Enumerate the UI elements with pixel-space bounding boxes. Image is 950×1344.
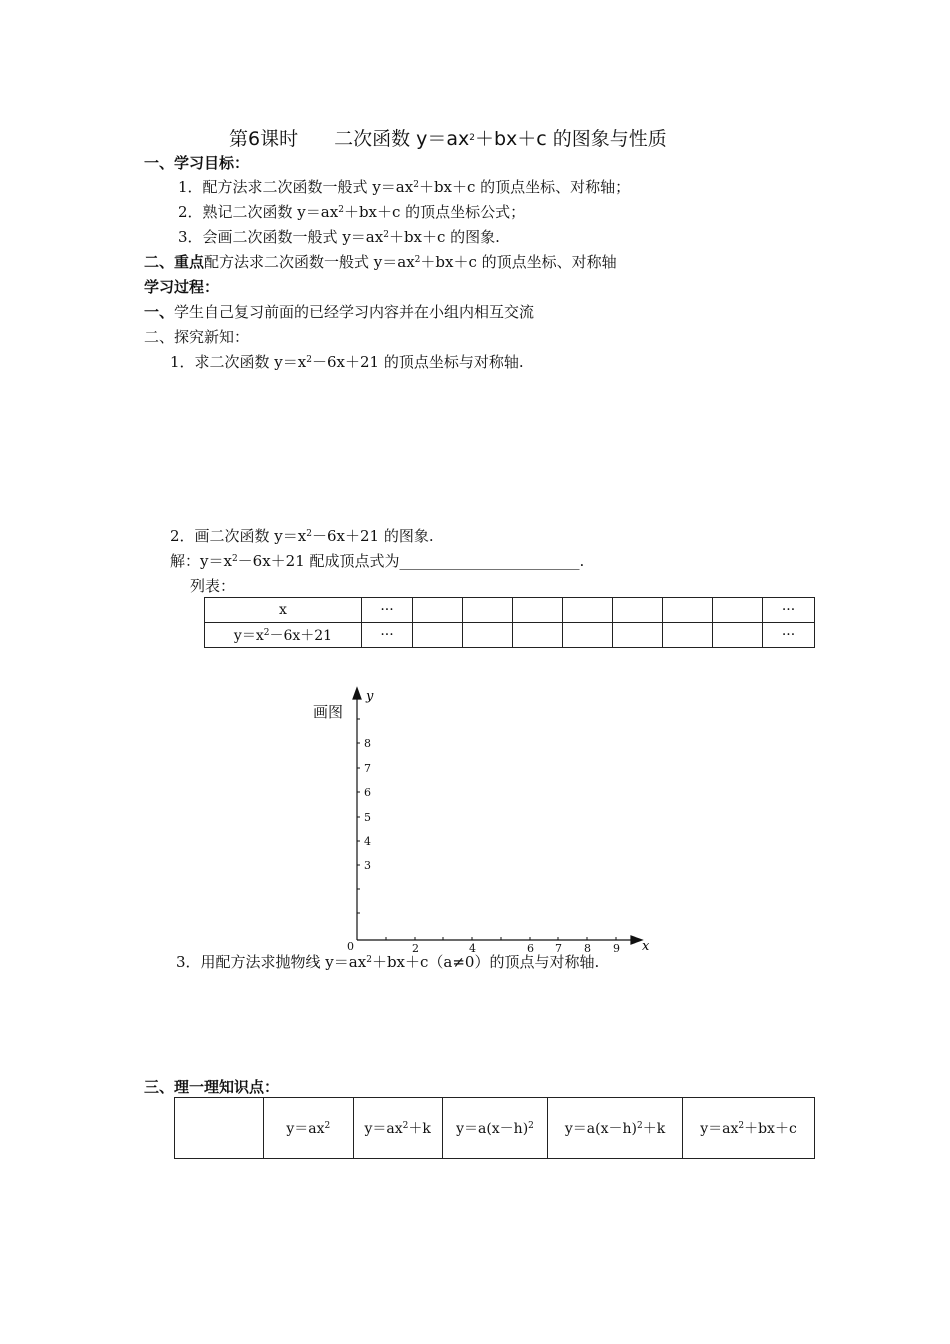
summary-header-cell: $y=ax^2$ [264, 1098, 353, 1159]
summary-table [174, 1097, 815, 1159]
x-value-cell[interactable] [613, 598, 663, 623]
y-axis-label: y [366, 689, 374, 704]
section1-heading: 一、学习目标： [144, 154, 250, 172]
step2-heading: 二、探究新知： [144, 328, 250, 346]
goal-item-1: 1．配方法求二次函数一般式 $y=ax^2+bx+c$ 的顶点坐标、对称轴； [178, 178, 631, 196]
x-value-cell[interactable] [413, 598, 463, 623]
lesson-number: 第6课时 [229, 128, 299, 150]
y-tick-label: 7 [364, 762, 371, 775]
y-tick-label: 5 [364, 811, 371, 824]
y-axis-arrow [353, 688, 361, 699]
x-axis-label: x [642, 939, 650, 954]
y-tick-label: 3 [364, 859, 371, 872]
summary-blank-cell[interactable] [175, 1098, 264, 1159]
y-value-cell[interactable] [413, 623, 463, 648]
ellipsis-cell: ··· [362, 598, 413, 623]
ellipsis-cell: ··· [763, 598, 815, 623]
summary-header-cell: $y=a(x-h)^2+k$ [548, 1098, 683, 1159]
x-axis-arrow [631, 936, 642, 944]
list-label: 列表： [190, 577, 236, 595]
x-tick-label: 2 [412, 942, 419, 955]
y-tick-label: 6 [364, 786, 371, 799]
summary-header-cell: $y=ax^2+bx+c$ [683, 1098, 815, 1159]
x-value-cell[interactable] [713, 598, 763, 623]
summary-header-cell: $y=ax^2+k$ [353, 1098, 442, 1159]
question-2: 2．画二次函数 $y=x^2-6x+21$ 的图象. [170, 527, 434, 545]
question-1: 1．求二次函数 $y=x^2-6x+21$ 的顶点坐标与对称轴. [170, 353, 524, 371]
x-tick-label: 0 [347, 940, 354, 953]
y-tick-label: 4 [364, 835, 371, 848]
y-tick-label: 8 [364, 737, 371, 750]
y-value-cell[interactable] [563, 623, 613, 648]
y-label-cell: $y=x^2-6x+21$ [205, 623, 362, 648]
x-tick-label: 7 [555, 942, 562, 955]
x-tick-label: 6 [527, 942, 534, 955]
value-table [204, 597, 815, 648]
goal-item-2: 2．熟记二次函数 $y=ax^2+bx+c$ 的顶点坐标公式； [178, 203, 526, 221]
section3-heading: 三、理一理知识点： [144, 1078, 280, 1096]
y-value-cell[interactable] [463, 623, 513, 648]
x-tick-label: 4 [469, 942, 476, 955]
x-label-cell: x [205, 598, 362, 623]
key-point-line: 二、重点配方法求二次函数一般式 $y=ax^2+bx+c$ 的顶点坐标、对称轴 [144, 253, 617, 271]
ellipsis-cell: ··· [763, 623, 815, 648]
y-value-cell[interactable] [713, 623, 763, 648]
table-row [205, 623, 815, 648]
goal-item-3: 3．会画二次函数一般式 $y=ax^2+bx+c$ 的图象. [178, 228, 500, 246]
process-heading: 学习过程： [144, 278, 220, 296]
x-tick-label: 8 [584, 942, 591, 955]
question-3: 3．用配方法求抛物线 $y=ax^2+bx+c(a\ne 0)$的顶点与对称轴. [176, 953, 600, 971]
x-value-cell[interactable] [513, 598, 563, 623]
ellipsis-cell: ··· [362, 623, 413, 648]
y-value-cell[interactable] [513, 623, 563, 648]
draw-label: 画图 [313, 703, 344, 721]
y-value-cell[interactable] [613, 623, 663, 648]
x-value-cell[interactable] [463, 598, 513, 623]
step1-line: 一、学生自己复习前面的已经学习内容并在小组内相互交流 [144, 303, 535, 321]
summary-header-cell: $y=a(x-h)^2$ [442, 1098, 547, 1159]
section2-heading: 二、重点 [144, 253, 205, 271]
y-value-cell[interactable] [663, 623, 713, 648]
page-title: 第6课时 二次函数 $y=ax^2+bx+c$ 的图象与性质 [229, 128, 667, 150]
table-row [175, 1098, 815, 1159]
table-row [205, 598, 815, 623]
x-tick-label: 9 [613, 942, 620, 955]
solution-line: 解：$y=x^2-6x+21$ 配成顶点式为________________________. [170, 552, 585, 570]
x-value-cell[interactable] [663, 598, 713, 623]
x-value-cell[interactable] [563, 598, 613, 623]
